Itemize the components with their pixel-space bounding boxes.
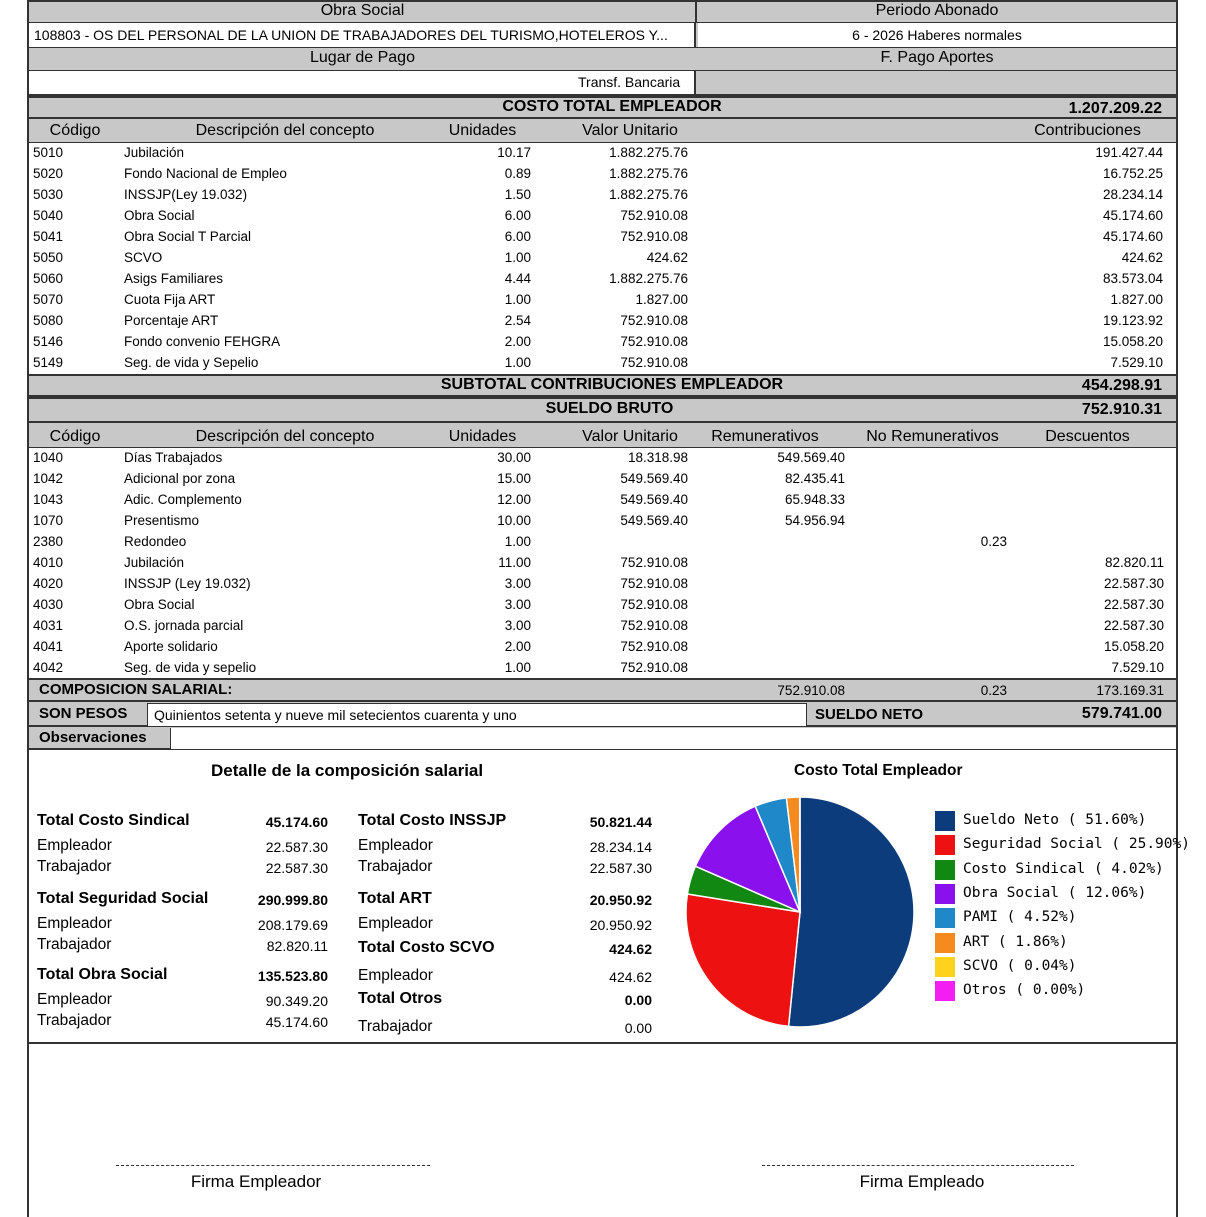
legend-swatch — [935, 957, 955, 977]
sueldo-cell-dto: 22.587.30 — [1103, 597, 1164, 612]
observaciones-box — [170, 728, 1176, 749]
sueldo-cell-rem: 549.569.40 — [777, 450, 845, 465]
sueldo-cell-units: 3.00 — [504, 618, 531, 633]
costo-cell-code: 5030 — [33, 187, 64, 202]
costo-cell-code: 5146 — [33, 334, 64, 349]
sueldo-neto-label: SUELDO NETO — [815, 706, 924, 723]
left-label: Empleador — [37, 991, 112, 1008]
right-label: Total ART — [358, 890, 432, 907]
right-value: 22.587.30 — [589, 860, 652, 876]
legend-label: Seguridad Social ( 25.90%) — [963, 836, 1190, 853]
left-label: Trabajador — [37, 858, 112, 875]
costo-cell-desc: SCVO — [124, 250, 163, 265]
legend-label: ART ( 1.86%) — [963, 933, 1068, 950]
left-value: 22.587.30 — [265, 860, 328, 876]
sueldo-cell-units: 10.00 — [497, 513, 531, 528]
sueldo-cell-desc: Días Trabajados — [124, 450, 223, 465]
sueldo-cell-valor: 752.910.08 — [620, 639, 688, 654]
costo-title: COSTO TOTAL EMPLEADOR — [502, 98, 722, 115]
lugar-pago-label: Lugar de Pago — [310, 49, 415, 66]
left-label: Trabajador — [37, 1012, 112, 1029]
costo-cell-units: 1.50 — [504, 187, 531, 202]
composicion-label: COMPOSICION SALARIAL: — [39, 681, 233, 698]
costo-cell-units: 1.00 — [504, 355, 531, 370]
sueldo-cell-rem: 54.956.94 — [784, 513, 845, 528]
sueldo-cell-dto: 82.820.11 — [1104, 555, 1164, 570]
sueldo-title: SUELDO BRUTO — [545, 400, 674, 417]
subtotal-value: 454.298.91 — [1081, 377, 1162, 394]
comp-norem: 0.23 — [980, 683, 1007, 698]
sueldo-cell-desc: Adicional por zona — [124, 471, 236, 486]
legend-label: Otros ( 0.00%) — [963, 982, 1086, 999]
left-value: 22.587.30 — [265, 839, 328, 855]
right-label: Empleador — [358, 915, 433, 932]
legend-swatch — [935, 835, 955, 855]
sueldo-cell-code: 4031 — [33, 618, 64, 633]
sueldo-cell-norem: 0.23 — [980, 534, 1007, 549]
sueldo-col-desc2: Descuentos — [1045, 428, 1130, 445]
costo-cell-units: 4.44 — [504, 271, 531, 286]
detalle-bottom-line — [27, 1042, 1178, 1044]
sueldo-cell-valor: 752.910.08 — [620, 576, 688, 591]
comp-dto: 173.169.31 — [1096, 683, 1164, 698]
left-value: 290.999.80 — [257, 892, 328, 908]
right-label: Empleador — [358, 837, 433, 854]
pie-slice-sueldo-neto — [789, 797, 914, 1027]
costo-cell-units: 1.00 — [504, 292, 531, 307]
left-label: Trabajador — [37, 936, 112, 953]
costo-cell-contrib: 7.529.10 — [1110, 355, 1163, 370]
sueldo-col-unidades: Unidades — [448, 428, 517, 445]
sueldo-cell-code: 1042 — [33, 471, 64, 486]
legend-label: Sueldo Neto ( 51.60%) — [963, 812, 1147, 828]
detalle-title: Detalle de la composición salarial — [211, 761, 484, 780]
sueldo-cell-code: 4010 — [33, 555, 64, 570]
costo-cell-code: 5020 — [33, 166, 64, 181]
costo-cell-contrib: 28.234.14 — [1102, 187, 1163, 202]
sueldo-cell-desc: Adic. Complemento — [124, 492, 242, 507]
sueldo-cell-desc: Aporte solidario — [124, 639, 218, 654]
right-label: Trabajador — [358, 1018, 433, 1035]
costo-cell-contrib: 45.174.60 — [1102, 229, 1163, 244]
sueldo-cell-valor: 18.318.98 — [627, 450, 688, 465]
right-label: Total Otros — [358, 990, 443, 1007]
chart-title: Costo Total Empleador — [794, 762, 963, 779]
costo-cell-code: 5149 — [33, 355, 64, 370]
sueldo-cell-code: 4041 — [33, 639, 64, 654]
sueldo-cell-desc: O.S. jornada parcial — [124, 618, 244, 633]
costo-col-unidades: Unidades — [448, 122, 517, 139]
costo-cell-desc: INSSJP(Ley 19.032) — [124, 187, 248, 202]
sueldo-col-valor: Valor Unitario — [582, 428, 678, 445]
right-value: 20.950.92 — [589, 917, 652, 933]
costo-cell-code: 5070 — [33, 292, 64, 307]
sueldo-cell-desc: Redondeo — [124, 534, 187, 549]
obra-social-label: Obra Social — [320, 2, 405, 19]
legend-swatch — [935, 811, 955, 831]
sueldo-cell-code: 1043 — [33, 492, 64, 507]
legend-swatch — [935, 884, 955, 904]
right-label: Empleador — [358, 967, 433, 984]
sueldo-cell-rem: 82.435.41 — [784, 471, 845, 486]
costo-cell-valor: 1.827.00 — [635, 292, 688, 307]
legend-swatch — [935, 908, 955, 928]
left-label: Empleador — [37, 915, 112, 932]
right-value: 424.62 — [609, 969, 652, 985]
costo-total: 1.207.209.22 — [1068, 100, 1162, 117]
firma-empleador-line — [116, 1165, 430, 1166]
sueldo-cell-units: 3.00 — [504, 576, 531, 591]
sueldo-cell-dto: 22.587.30 — [1103, 576, 1164, 591]
sueldo-col-rem: Remunerativos — [711, 428, 819, 445]
legend-swatch — [935, 860, 955, 880]
costo-cell-units: 6.00 — [504, 229, 531, 244]
sueldo-cell-dto: 22.587.30 — [1103, 618, 1164, 633]
right-label: Total Costo INSSJP — [358, 812, 507, 829]
costo-cell-desc: Fondo convenio FEHGRA — [124, 334, 281, 349]
costo-cell-desc: Asigs Familiares — [124, 271, 224, 286]
left-value: 90.349.20 — [265, 993, 328, 1009]
chart-legend — [935, 811, 1190, 1011]
costo-cell-units: 10.17 — [497, 145, 531, 160]
header-hline-3 — [29, 70, 1176, 71]
legend-swatch — [935, 933, 955, 953]
costo-cell-code: 5060 — [33, 271, 64, 286]
sueldo-cell-dto: 7.529.10 — [1111, 660, 1164, 675]
pie-chart — [680, 790, 920, 1034]
left-value: 208.179.69 — [257, 917, 328, 933]
costo-col-valor: Valor Unitario — [582, 122, 678, 139]
sueldo-cell-units: 3.00 — [504, 597, 531, 612]
son-pesos-label: SON PESOS — [39, 705, 128, 722]
costo-cell-units: 6.00 — [504, 208, 531, 223]
legend-label: SCVO ( 0.04%) — [963, 957, 1077, 974]
costo-cell-code: 5040 — [33, 208, 64, 223]
sueldo-cell-desc: Seg. de vida y sepelio — [124, 660, 257, 675]
left-label: Total Costo Sindical — [37, 812, 190, 829]
fpago-label: F. Pago Aportes — [880, 49, 994, 66]
sueldo-cell-desc: INSSJP (Ley 19.032) — [124, 576, 251, 591]
header-hline-1 — [29, 22, 1176, 23]
firma-empleado-line — [762, 1165, 1074, 1166]
sueldo-cell-code: 4020 — [33, 576, 64, 591]
costo-cell-valor: 1.882.275.76 — [609, 166, 688, 181]
obra-social-value: 108803 - OS DEL PERSONAL DE LA UNION DE TRABAJADORES DEL TURISMO,HOTELEROS Y... — [34, 27, 668, 43]
costo-cell-desc: Fondo Nacional de Empleo — [124, 166, 287, 181]
costo-cell-contrib: 45.174.60 — [1102, 208, 1163, 223]
sueldo-cell-code: 2380 — [33, 534, 64, 549]
costo-cell-desc: Seg. de vida y Sepelio — [124, 355, 259, 370]
legend-swatch — [935, 981, 955, 1001]
sueldo-cell-valor: 752.910.08 — [620, 660, 688, 675]
left-value: 45.174.60 — [265, 814, 328, 830]
costo-cell-desc: Jubilación — [124, 145, 185, 160]
costo-cell-units: 2.54 — [504, 313, 531, 328]
sueldo-cell-dto: 15.058.20 — [1103, 639, 1164, 654]
observaciones-label: Observaciones — [39, 729, 147, 746]
legend-label: Costo Sindical ( 4.02%) — [963, 860, 1164, 877]
sueldo-cell-units: 15.00 — [497, 471, 531, 486]
costo-cell-valor: 1.882.275.76 — [609, 145, 688, 160]
left-value: 82.820.11 — [266, 938, 328, 954]
costo-cell-contrib: 19.123.92 — [1102, 313, 1163, 328]
sueldo-cell-valor: 752.910.08 — [620, 555, 688, 570]
right-value: 424.62 — [609, 941, 652, 957]
left-label: Total Seguridad Social — [37, 890, 209, 907]
costo-cell-contrib: 424.62 — [1121, 250, 1163, 265]
costo-cell-desc: Obra Social T Parcial — [124, 229, 252, 244]
costo-cell-code: 5010 — [33, 145, 64, 160]
subtotal-label: SUBTOTAL CONTRIBUCIONES EMPLEADOR — [440, 376, 784, 393]
costo-cell-desc: Porcentaje ART — [124, 313, 219, 328]
right-value: 50.821.44 — [589, 814, 652, 830]
right-value: 20.950.92 — [589, 892, 652, 908]
header-hline-2 — [29, 47, 1176, 48]
periodo-label: Periodo Abonado — [875, 2, 999, 19]
costo-col-contrib: Contribuciones — [1034, 122, 1141, 139]
sueldo-cell-units: 12.00 — [497, 492, 531, 507]
sueldo-cell-valor: 549.569.40 — [620, 492, 688, 507]
costo-cell-units: 1.00 — [504, 250, 531, 265]
sueldo-cell-rem: 65.948.33 — [784, 492, 845, 507]
sueldo-cell-code: 1040 — [33, 450, 64, 465]
firma-empleador: Firma Empleador — [190, 1172, 322, 1191]
left-value: 45.174.60 — [265, 1014, 328, 1030]
costo-cell-valor: 1.882.275.76 — [609, 187, 688, 202]
comp-rem: 752.910.08 — [777, 683, 845, 698]
costo-cell-valor: 1.882.275.76 — [609, 271, 688, 286]
sueldo-cell-desc: Obra Social — [124, 597, 195, 612]
sueldo-cell-units: 1.00 — [504, 534, 531, 549]
legend-label: PAMI ( 4.52%) — [963, 909, 1077, 926]
sueldo-col-norem: No Remunerativos — [866, 428, 999, 445]
left-value: 135.523.80 — [257, 968, 328, 984]
costo-cell-valor: 752.910.08 — [620, 208, 688, 223]
pie-slice-seguridad-social — [686, 894, 800, 1026]
costo-cell-code: 5041 — [33, 229, 64, 244]
sueldo-cell-units: 11.00 — [498, 555, 531, 570]
right-value: 28.234.14 — [589, 839, 652, 855]
sueldo-cell-valor: 549.569.40 — [620, 471, 688, 486]
sueldo-cell-code: 4042 — [33, 660, 64, 675]
lugar-pago-value: Transf. Bancaria — [578, 74, 681, 90]
sueldo-cell-valor: 752.910.08 — [620, 618, 688, 633]
costo-cell-valor: 424.62 — [646, 250, 688, 265]
right-value: 0.00 — [624, 1020, 652, 1036]
costo-cell-contrib: 15.058.20 — [1102, 334, 1163, 349]
right-label: Trabajador — [358, 858, 433, 875]
costo-col-codigo: Código — [49, 122, 101, 139]
periodo-value: 6 - 2026 Haberes normales — [852, 27, 1022, 43]
sueldo-neto-value: 579.741.00 — [1081, 705, 1162, 722]
costo-cell-valor: 752.910.08 — [620, 313, 688, 328]
sueldo-cell-valor: 752.910.08 — [620, 597, 688, 612]
costo-cell-desc: Cuota Fija ART — [124, 292, 216, 307]
costo-cell-valor: 752.910.08 — [620, 229, 688, 244]
costo-cell-contrib: 191.427.44 — [1095, 145, 1163, 160]
legend-label: Obra Social ( 12.06%) — [963, 884, 1147, 901]
right-value: 0.00 — [624, 992, 652, 1008]
left-label: Empleador — [37, 837, 112, 854]
sueldo-cell-units: 2.00 — [504, 639, 531, 654]
sueldo-cell-desc: Presentismo — [124, 513, 200, 528]
sueldo-cell-desc: Jubilación — [124, 555, 185, 570]
costo-cell-contrib: 1.827.00 — [1110, 292, 1163, 307]
costo-cell-desc: Obra Social — [124, 208, 195, 223]
sueldo-col-codigo: Código — [49, 428, 101, 445]
costo-cell-units: 0.89 — [504, 166, 531, 181]
costo-cell-valor: 752.910.08 — [620, 334, 688, 349]
sueldo-cell-code: 4030 — [33, 597, 64, 612]
costo-cell-contrib: 16.752.25 — [1102, 166, 1163, 181]
costo-cell-code: 5050 — [33, 250, 64, 265]
costo-cell-units: 2.00 — [504, 334, 531, 349]
left-label: Total Obra Social — [37, 966, 168, 983]
sueldo-col-desc: Descripción del concepto — [195, 428, 375, 445]
sueldo-cell-units: 30.00 — [497, 450, 531, 465]
costo-cell-valor: 752.910.08 — [620, 355, 688, 370]
costo-col-desc: Descripción del concepto — [195, 122, 375, 139]
costo-cell-code: 5080 — [33, 313, 64, 328]
sueldo-cell-units: 1.00 — [504, 660, 531, 675]
sueldo-cell-valor: 549.569.40 — [620, 513, 688, 528]
firma-empleado: Firma Empleado — [859, 1172, 985, 1191]
sueldo-total: 752.910.31 — [1081, 401, 1162, 418]
son-pesos-text: Quinientos setenta y nueve mil setecientos cuarenta y uno — [154, 707, 517, 723]
sueldo-cell-code: 1070 — [33, 513, 64, 528]
right-label: Total Costo SCVO — [358, 939, 495, 956]
costo-cell-contrib: 83.573.04 — [1102, 271, 1163, 286]
